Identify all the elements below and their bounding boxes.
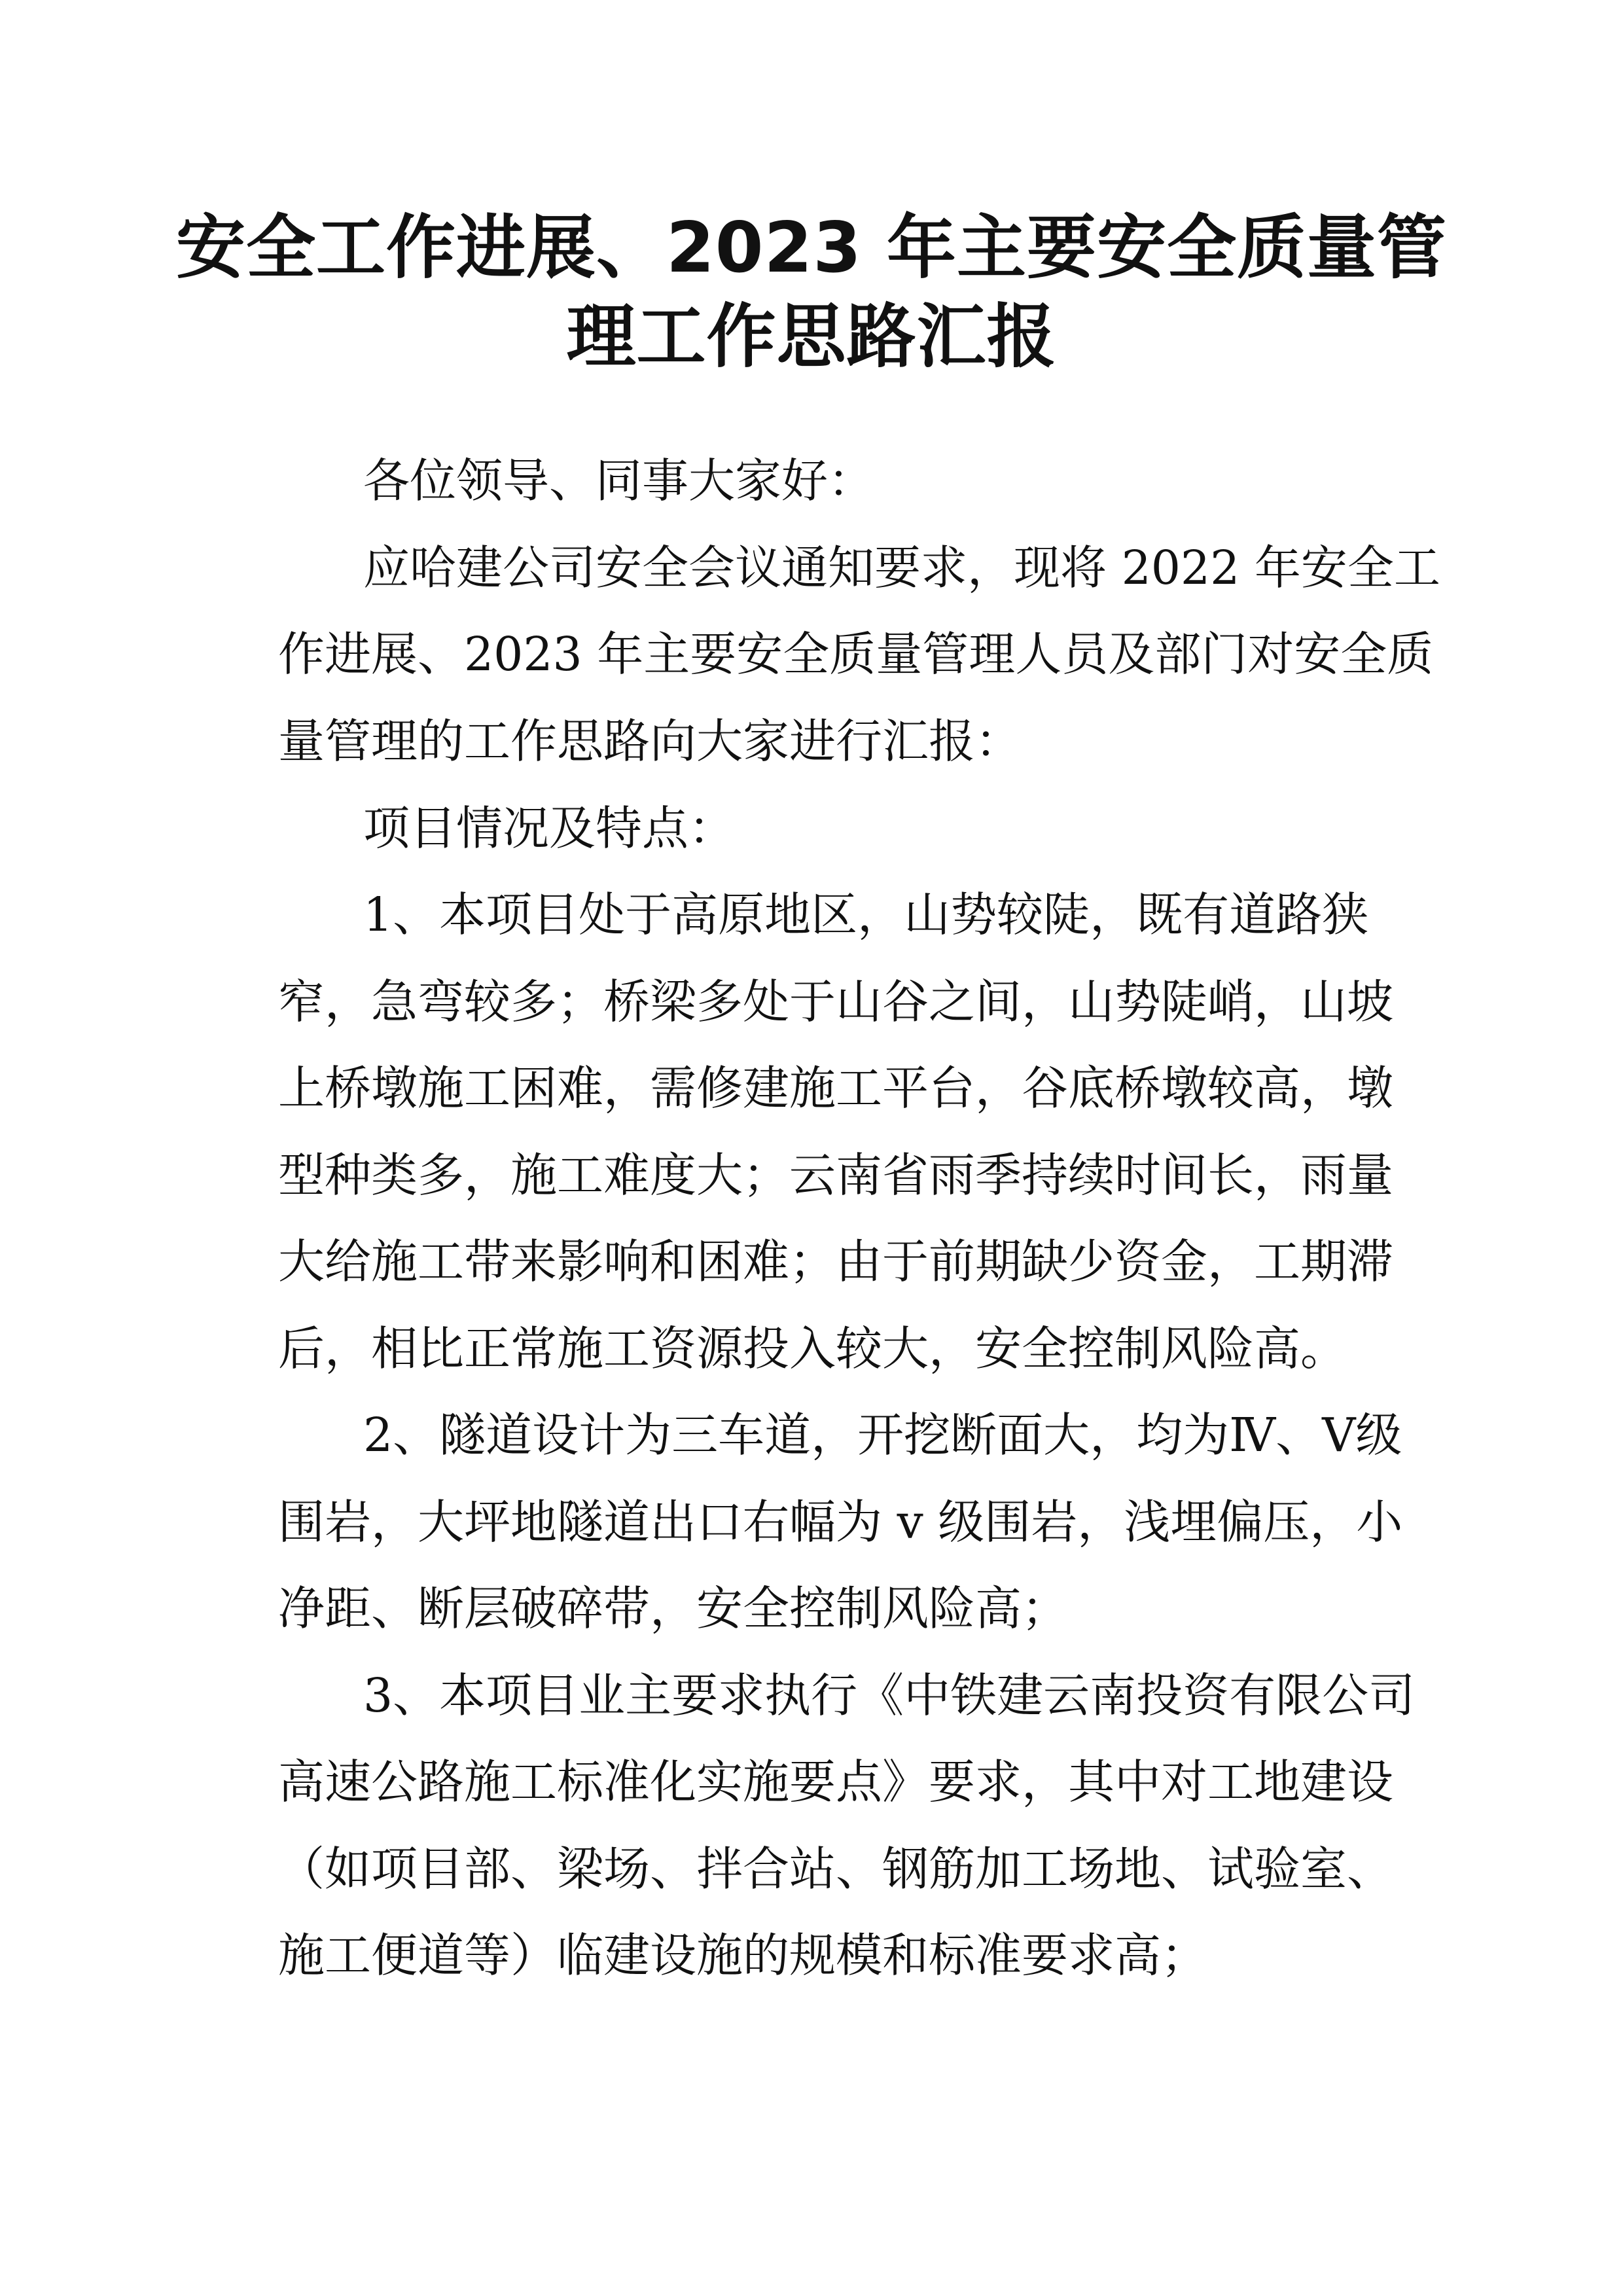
item-1-line-4: 型种类多，施工难度大；云南省雨季持续时间长，雨量	[278, 1148, 1394, 1202]
document-title-line-1: 安全工作进展、2023 年主要安全质量管	[176, 207, 1447, 288]
greeting-line: 各位领导、同事大家好：	[363, 454, 875, 508]
item-1-line-2: 窄，急弯较多；桥梁多处于山谷之间，山势陡峭，山坡	[278, 975, 1394, 1029]
item-1-line-5: 大给施工带来影响和困难；由于前期缺少资金，工期滞	[278, 1234, 1394, 1289]
item-1-line-6: 后，相比正常施工资源投入较大，安全控制风险高。	[278, 1321, 1347, 1376]
item-3-line-2: 高速公路施工标准化实施要点》要求，其中对工地建设	[278, 1755, 1394, 1809]
item-3-line-3: （如项目部、梁场、拌合站、钢筋加工场地、试验室、	[278, 1842, 1394, 1896]
paragraph-intro-line-1: 应哈建公司安全会议通知要求，现将 2022 年安全工	[363, 541, 1440, 595]
item-2-line-1: 2、隧道设计为三车道，开挖断面大，均为Ⅳ、Ⅴ级	[363, 1408, 1402, 1462]
paragraph-intro-line-2: 作进展、2023 年主要安全质量管理人员及部门对安全质	[278, 627, 1434, 681]
item-1-line-1: 1、本项目处于高原地区，山势较陡，既有道路狭	[363, 888, 1369, 942]
document-title-line-2: 理工作思路汇报	[566, 296, 1057, 377]
item-2-line-3: 净距、断层破碎带，安全控制风险高；	[278, 1581, 1069, 1636]
item-1-line-3: 上桥墩施工困难，需修建施工平台，谷底桥墩较高，墩	[278, 1061, 1394, 1115]
item-2-line-2: 围岩，大坪地隧道出口右幅为 v 级围岩，浅埋偏压，小	[278, 1495, 1403, 1549]
item-3-line-1: 3、本项目业主要求执行《中铁建云南投资有限公司	[363, 1668, 1416, 1723]
item-3-line-4: 施工便道等）临建设施的规模和标准要求高；	[278, 1928, 1208, 1982]
section-heading: 项目情况及特点：	[363, 801, 736, 855]
paragraph-intro-line-3: 量管理的工作思路向大家进行汇报：	[278, 714, 1022, 768]
